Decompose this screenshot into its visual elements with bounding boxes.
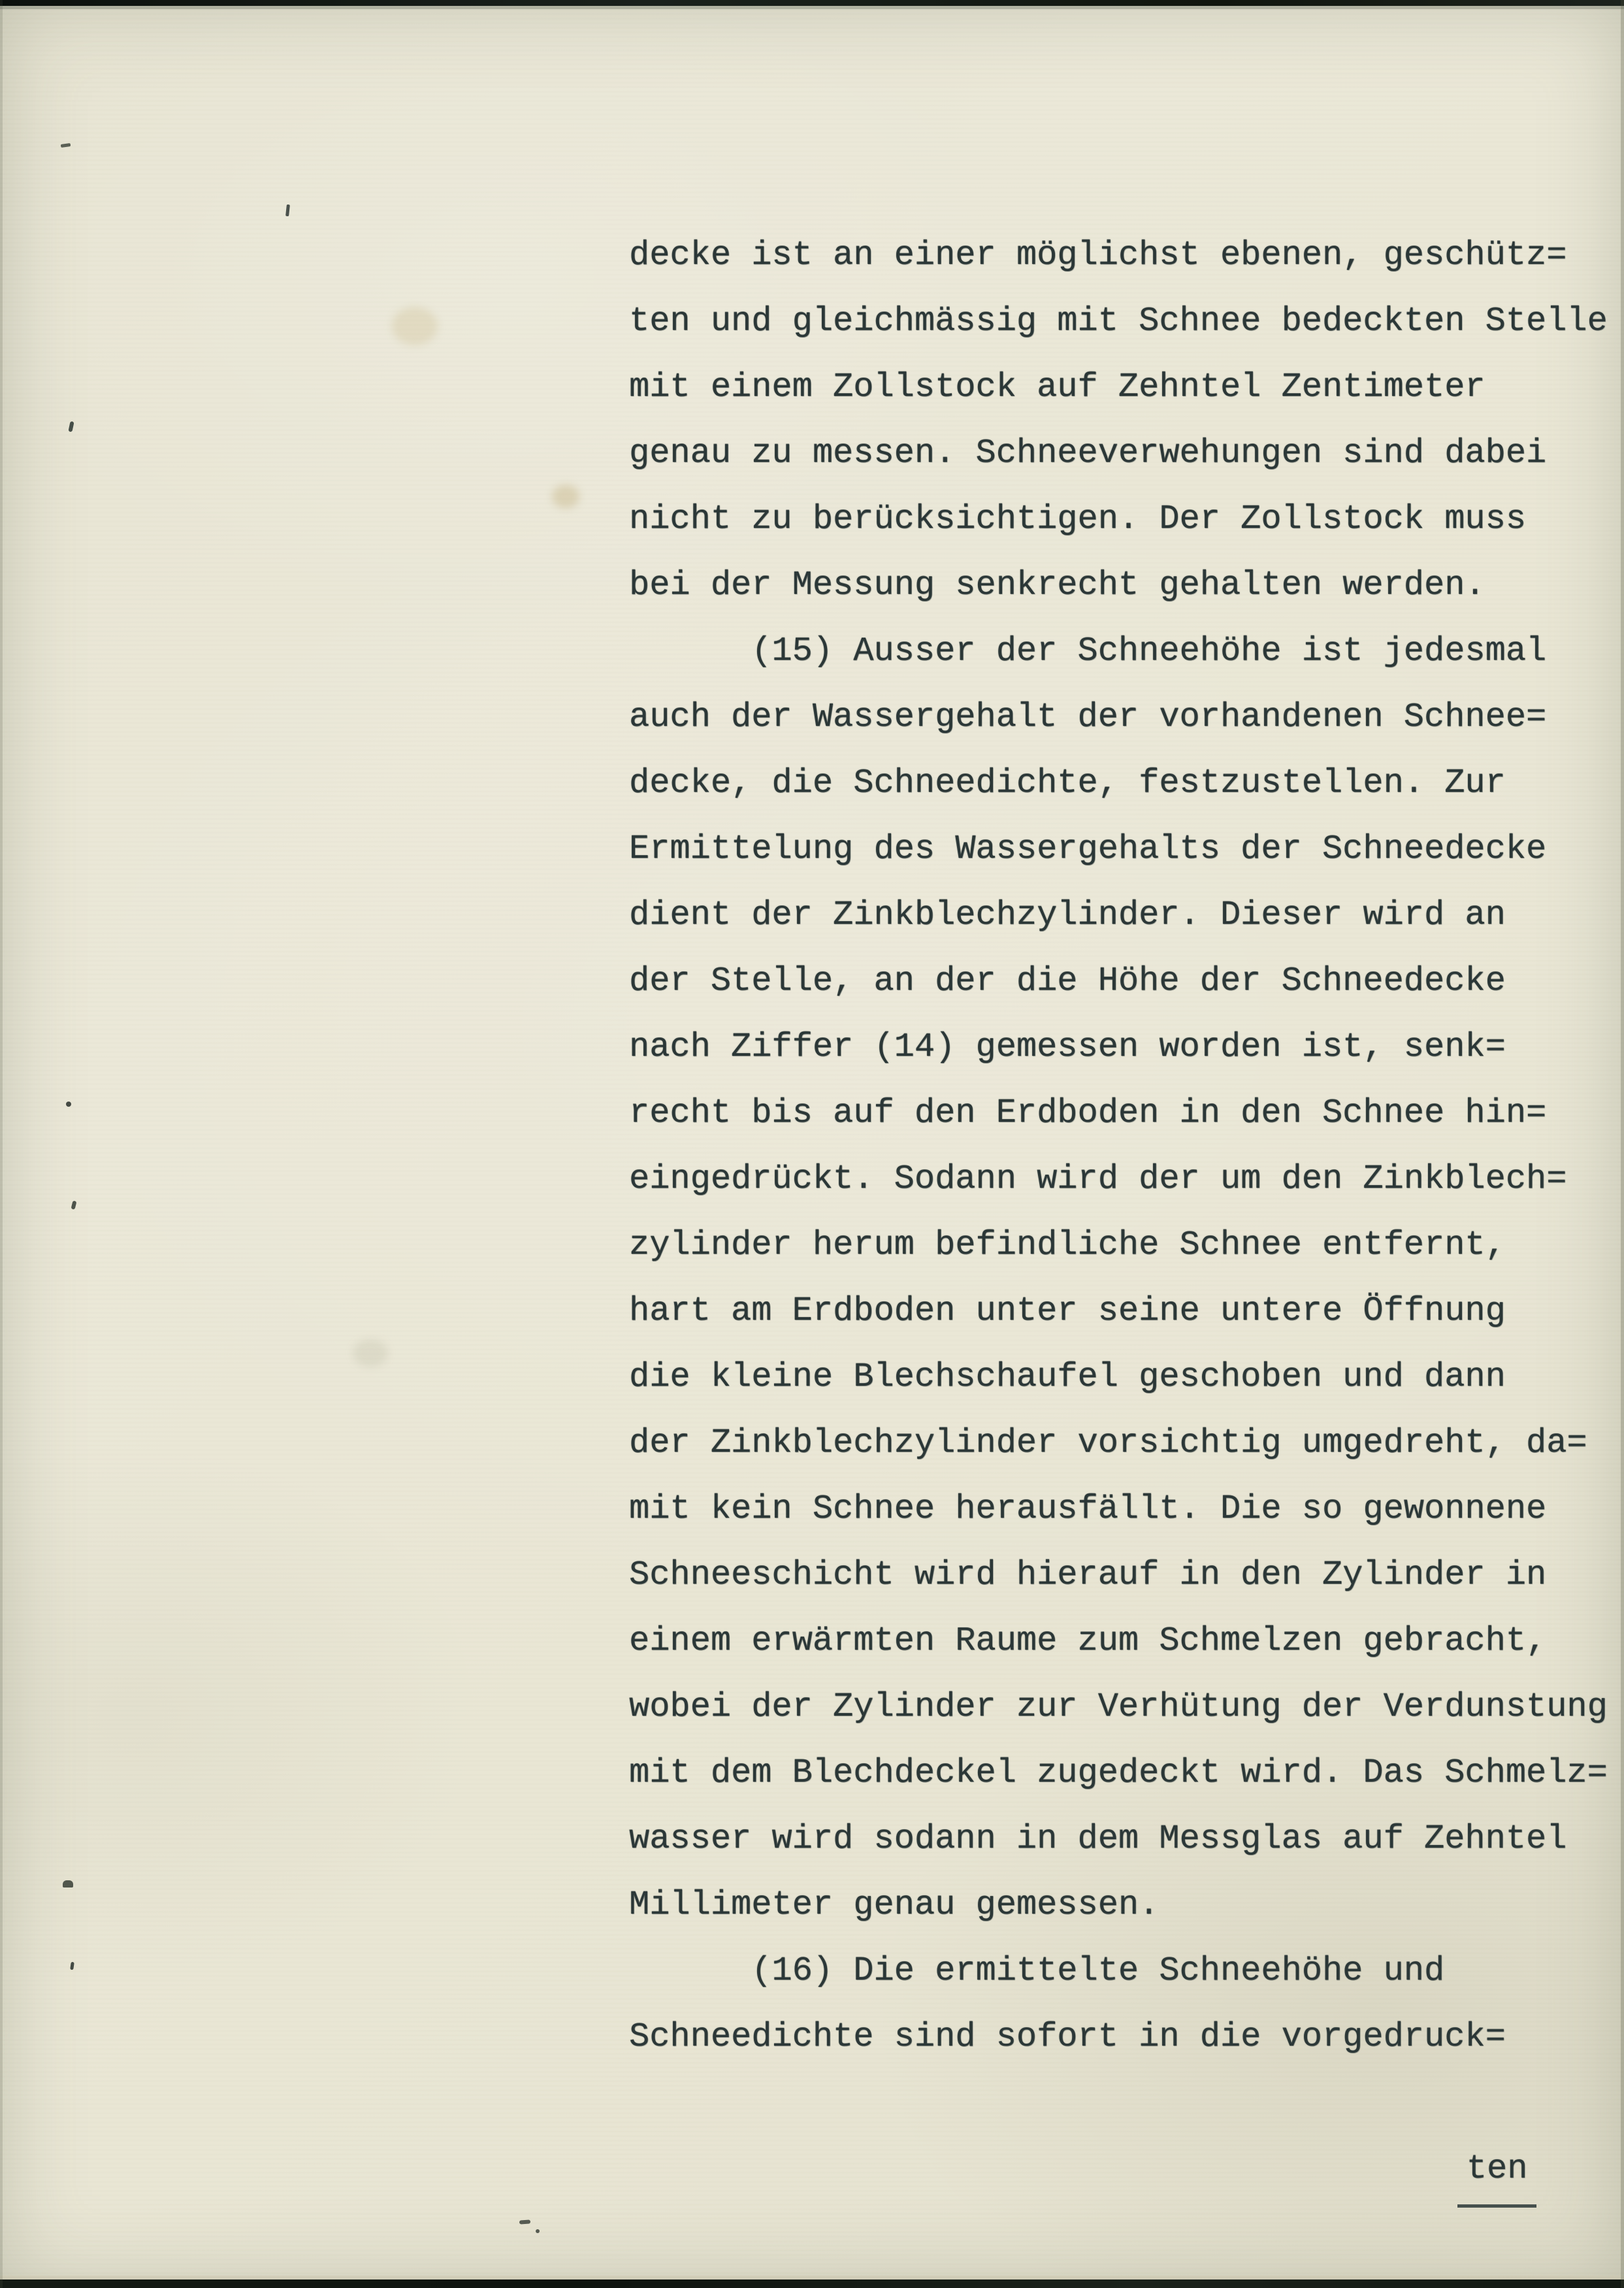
paper-speck bbox=[70, 1962, 74, 1970]
text-line: bei der Messung senkrecht gehalten werden. bbox=[629, 566, 1486, 604]
scan-edge-left bbox=[0, 0, 3, 2288]
scan-edge-top-shadow bbox=[0, 6, 1624, 9]
text-line: decke ist an einer möglichst ebenen, geschütz= bbox=[629, 236, 1567, 274]
scan-edge-top bbox=[0, 0, 1624, 6]
text-line: nach Ziffer (14) gemessen worden ist, senk= bbox=[629, 1028, 1506, 1066]
text-line: zylinder herum befindliche Schnee entfernt, bbox=[629, 1226, 1506, 1264]
paper-stain bbox=[353, 1339, 388, 1367]
text-line: Ermittelung des Wassergehalts der Schneedecke bbox=[629, 830, 1547, 868]
typewritten-text bbox=[629, 222, 1608, 2070]
paper-speck bbox=[63, 1880, 73, 1888]
scan-edge-right bbox=[1621, 0, 1624, 2288]
text-line: einem erwärmten Raume zum Schmelzen gebracht, bbox=[629, 1622, 1547, 1660]
catchword-ten: ten bbox=[1457, 2136, 1537, 2208]
text-line: decke, die Schneedichte, festzustellen. Zur bbox=[629, 764, 1506, 802]
paper-speck bbox=[68, 421, 74, 433]
text-line: Schneedichte sind sofort in die vorgedruck= bbox=[629, 2018, 1506, 2056]
text-line: mit kein Schnee herausfällt. Die so gewonnene bbox=[629, 1490, 1547, 1528]
text-line: Millimeter genau gemessen. bbox=[629, 1886, 1160, 1924]
paper-speck bbox=[536, 2229, 540, 2233]
text-line: Schneeschicht wird hierauf in den Zylinder in bbox=[629, 1556, 1547, 1594]
paper-speck bbox=[61, 143, 71, 148]
text-line: der Stelle, an der die Höhe der Schneedecke bbox=[629, 962, 1506, 1000]
paper-speck bbox=[285, 204, 290, 216]
catchword-line bbox=[1376, 2070, 1536, 2274]
text-line: der Zinkblechzylinder vorsichtig umgedreht, da= bbox=[629, 1424, 1587, 1462]
text-line: mit einem Zollstock auf Zehntel Zentimeter bbox=[629, 368, 1486, 406]
text-line: hart am Erdboden unter seine untere Öffnung bbox=[629, 1292, 1506, 1330]
text-line: eingedrückt. Sodann wird der um den Zinkblech= bbox=[629, 1160, 1567, 1198]
text-line: (16) Die ermittelte Schneehöhe und bbox=[629, 1952, 1445, 1990]
text-line: dient der Zinkblechzylinder. Dieser wird an bbox=[629, 896, 1506, 934]
text-line: ten und gleichmässig mit Schnee bedeckten Stelle bbox=[629, 302, 1608, 340]
paper-stain bbox=[552, 485, 579, 508]
paper-speck bbox=[519, 2219, 530, 2224]
text-line: die kleine Blechschaufel geschoben und dann bbox=[629, 1358, 1506, 1396]
paper-speck bbox=[71, 1200, 77, 1209]
text-line: (15) Ausser der Schneehöhe ist jedesmal bbox=[629, 632, 1547, 670]
text-line: nicht zu berücksichtigen. Der Zollstock muss bbox=[629, 500, 1527, 538]
text-line: wobei der Zylinder zur Verhütung der Verdunstung bbox=[629, 1688, 1608, 1726]
text-line: genau zu messen. Schneeverwehungen sind dabei bbox=[629, 434, 1547, 472]
scan-edge-bottom-worn bbox=[0, 2276, 1624, 2280]
text-line: wasser wird sodann in dem Messglas auf Zehntel bbox=[629, 1820, 1567, 1858]
paper-speck bbox=[66, 1102, 71, 1107]
text-line: mit dem Blechdeckel zugedeckt wird. Das Schmelz= bbox=[629, 1754, 1608, 1792]
scan-edge-bottom bbox=[0, 2280, 1624, 2288]
text-line: auch der Wassergehalt der vorhandenen Schnee= bbox=[629, 698, 1547, 736]
paper-stain bbox=[392, 307, 438, 345]
text-line: recht bis auf den Erdboden in den Schnee hin= bbox=[629, 1094, 1547, 1132]
